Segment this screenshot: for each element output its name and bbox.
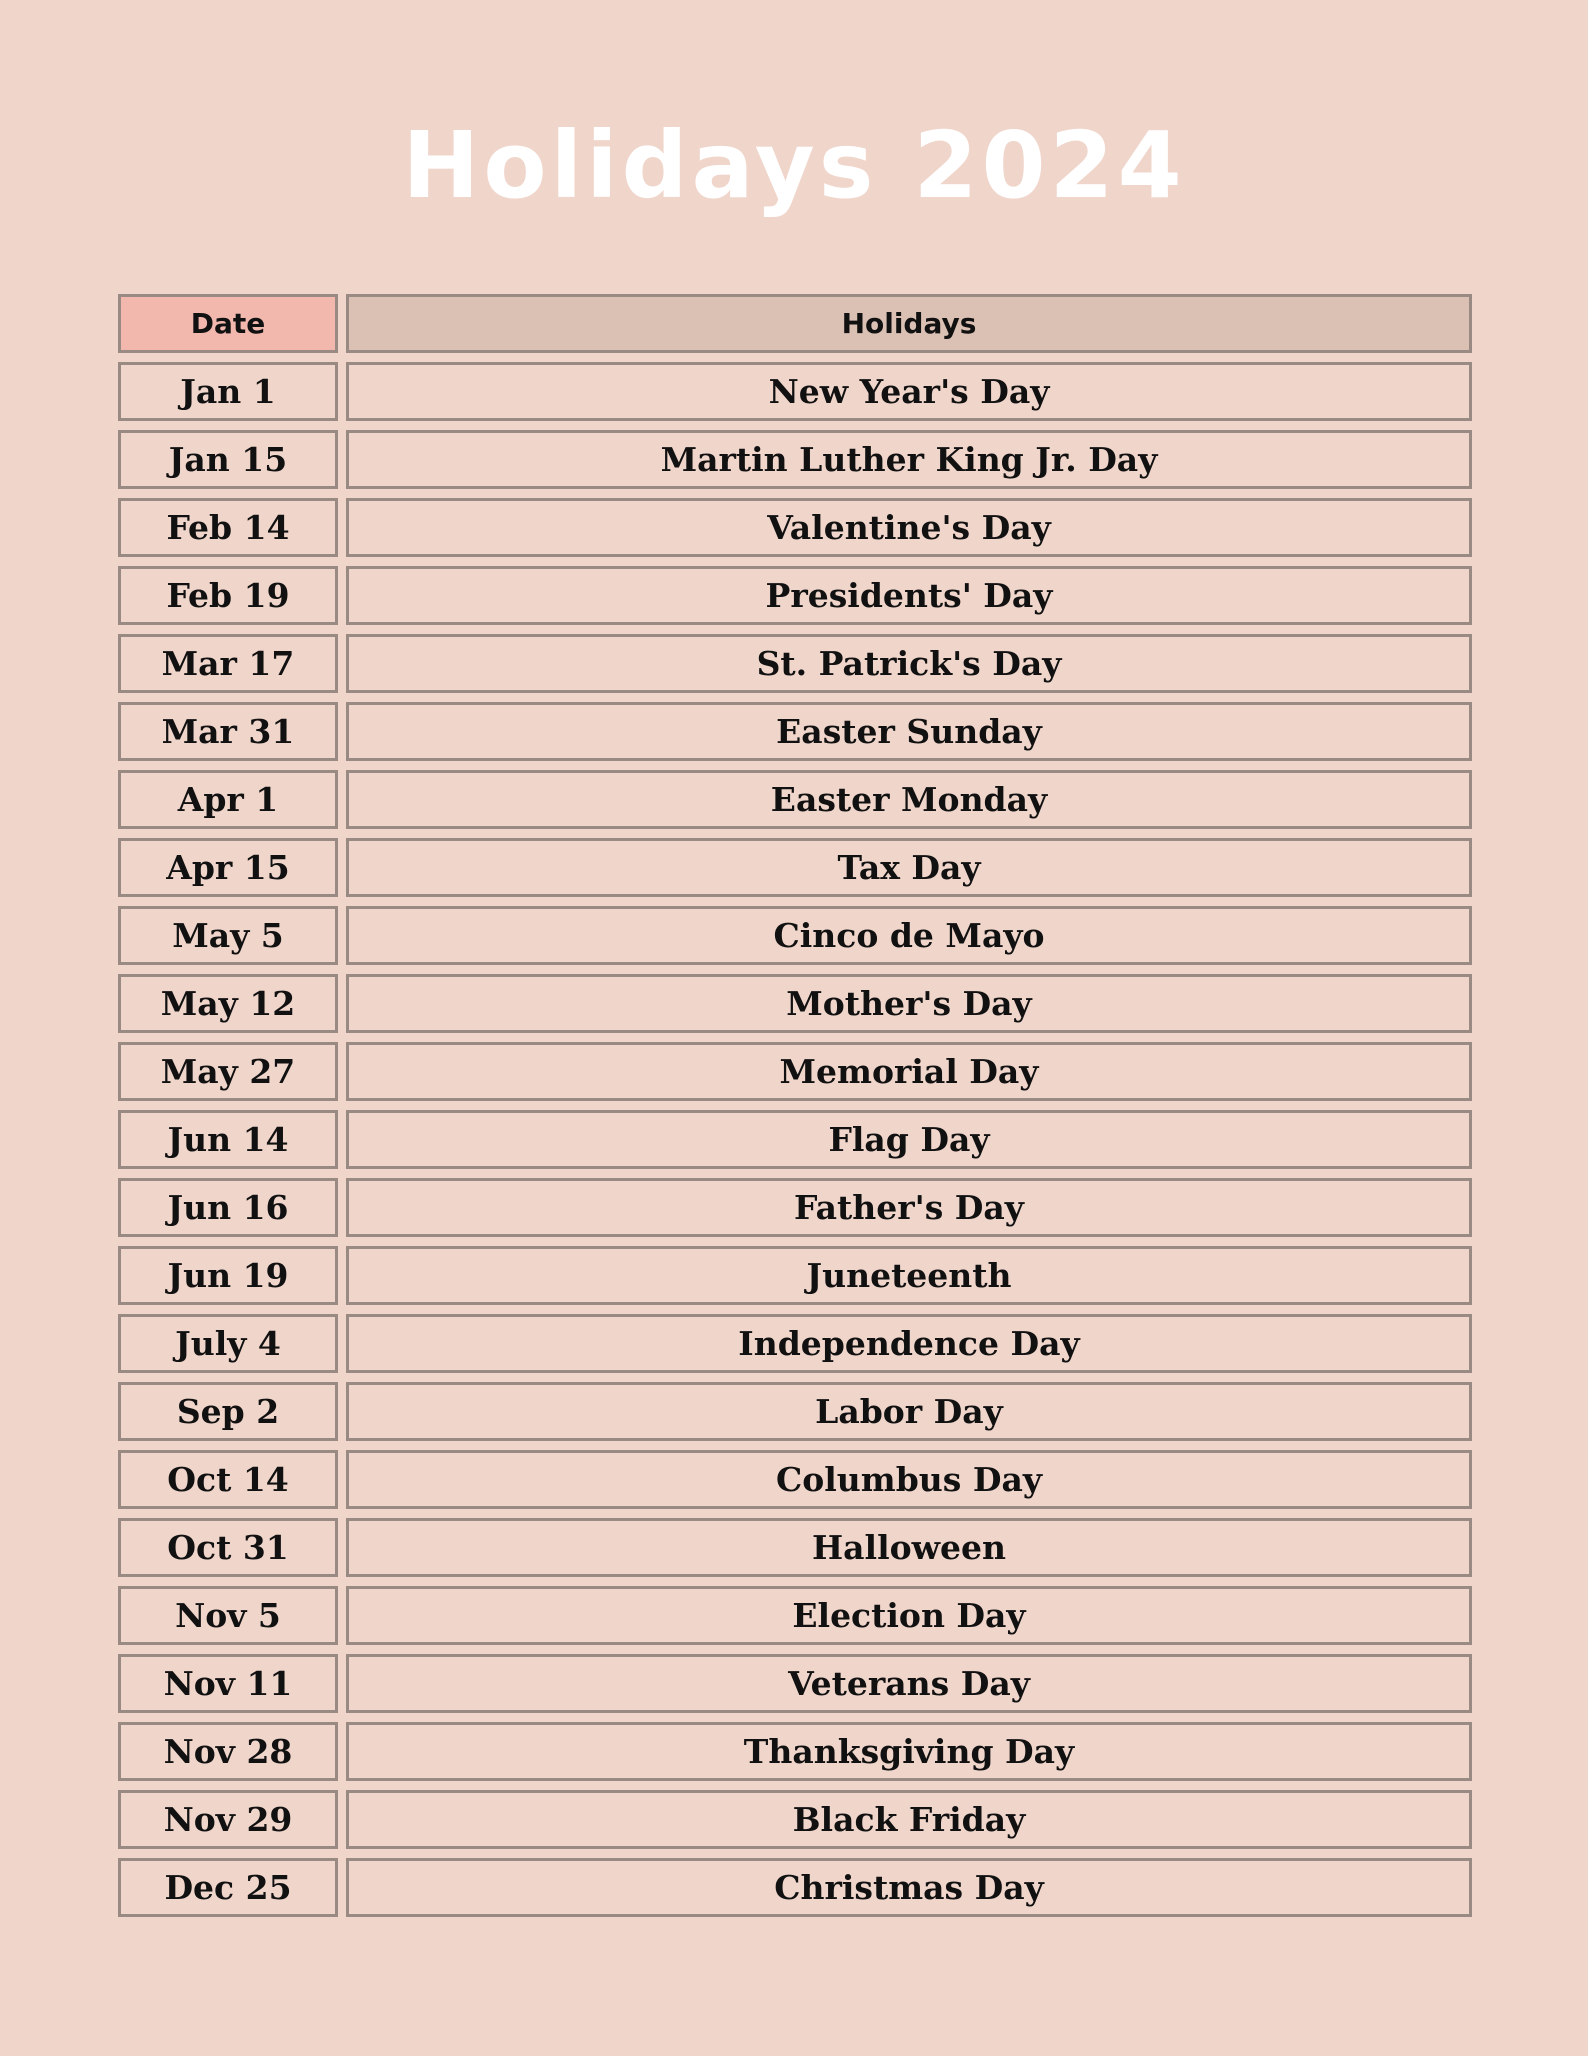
holiday-cell: Presidents' Day [346,566,1472,625]
date-cell: Jun 19 [118,1246,338,1305]
date-cell: Apr 1 [118,770,338,829]
holiday-cell: Flag Day [346,1110,1472,1169]
table-row [118,974,1472,1033]
date-cell: July 4 [118,1314,338,1373]
holiday-cell: St. Patrick's Day [346,634,1472,693]
holiday-cell: Independence Day [346,1314,1472,1373]
holiday-cell: Mother's Day [346,974,1472,1033]
date-cell: May 5 [118,906,338,965]
date-cell: Feb 19 [118,566,338,625]
holiday-cell: Cinco de Mayo [346,906,1472,965]
header-date: Date [118,294,338,353]
header-holidays: Holidays [346,294,1472,353]
date-cell: Jan 1 [118,362,338,421]
holiday-cell: Father's Day [346,1178,1472,1237]
table-row [118,838,1472,897]
holiday-cell: Martin Luther King Jr. Day [346,430,1472,489]
date-cell: Jan 15 [118,430,338,489]
date-cell: Mar 17 [118,634,338,693]
date-cell: Mar 31 [118,702,338,761]
holiday-cell: Christmas Day [346,1858,1472,1917]
holiday-cell: Easter Sunday [346,702,1472,761]
table-row [118,1314,1472,1373]
holidays-table [118,294,1472,1926]
table-row [118,362,1472,421]
page-title: Holidays 2024 [402,112,1186,219]
table-row [118,1586,1472,1645]
table-row [118,1246,1472,1305]
table-header [118,294,1472,353]
date-cell: May 12 [118,974,338,1033]
holiday-cell: Halloween [346,1518,1472,1577]
table-row [118,498,1472,557]
date-cell: Oct 31 [118,1518,338,1577]
date-cell: Jun 14 [118,1110,338,1169]
date-cell: Nov 29 [118,1790,338,1849]
date-cell: Nov 5 [118,1586,338,1645]
table-row [118,1518,1472,1577]
holiday-cell: Tax Day [346,838,1472,897]
date-cell: Apr 15 [118,838,338,897]
table-row [118,906,1472,965]
holiday-cell: Memorial Day [346,1042,1472,1101]
table-row [118,1382,1472,1441]
holiday-cell: Election Day [346,1586,1472,1645]
table-row [118,1450,1472,1509]
date-cell: Feb 14 [118,498,338,557]
holiday-cell: New Year's Day [346,362,1472,421]
table-row [118,1722,1472,1781]
table-row [118,1858,1472,1917]
date-cell: Dec 25 [118,1858,338,1917]
holiday-cell: Veterans Day [346,1654,1472,1713]
date-cell: Nov 11 [118,1654,338,1713]
table-row [118,1654,1472,1713]
holiday-cell: Thanksgiving Day [346,1722,1472,1781]
table-row [118,1110,1472,1169]
holiday-cell: Labor Day [346,1382,1472,1441]
table-row [118,770,1472,829]
date-cell: Oct 14 [118,1450,338,1509]
table-row [118,634,1472,693]
date-cell: Nov 28 [118,1722,338,1781]
holiday-cell: Valentine's Day [346,498,1472,557]
holiday-cell: Columbus Day [346,1450,1472,1509]
table-body [118,362,1472,1917]
table-row [118,1042,1472,1101]
table-row [118,430,1472,489]
holiday-cell: Black Friday [346,1790,1472,1849]
date-cell: May 27 [118,1042,338,1101]
table-row [118,1790,1472,1849]
holiday-cell: Easter Monday [346,770,1472,829]
date-cell: Jun 16 [118,1178,338,1237]
holiday-cell: Juneteenth [346,1246,1472,1305]
date-cell: Sep 2 [118,1382,338,1441]
table-row [118,702,1472,761]
table-row [118,1178,1472,1237]
table-row [118,566,1472,625]
